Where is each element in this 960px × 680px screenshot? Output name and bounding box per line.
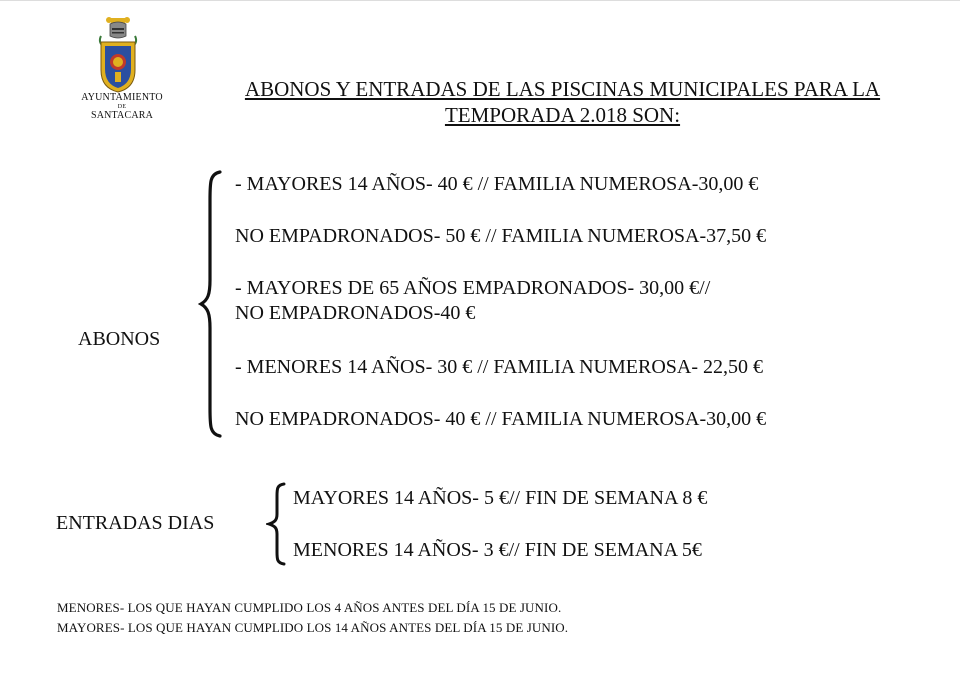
abono-item-2: NO EMPADRONADOS- 50 € // FAMILIA NUMEROSA-37,50 €: [235, 225, 767, 247]
note-menores: MENORES- LOS QUE HAYAN CUMPLIDO LOS 4 AÑOS ANTES DEL DÍA 15 DE JUNIO.: [57, 600, 562, 615]
page-title: [190, 76, 935, 128]
entrada-item-1: MAYORES 14 AÑOS- 5 €// FIN DE SEMANA 8 €: [293, 487, 708, 509]
top-border: [0, 0, 960, 1]
abonos-label: ABONOS: [78, 328, 161, 350]
title-line-2: TEMPORADA 2.018 SON:: [444, 103, 681, 127]
organization-name: [62, 92, 182, 122]
abono-item-3: - MAYORES DE 65 AÑOS EMPADRONADOS- 30,00 €//: [235, 277, 711, 299]
org-line-3: SANTACARA: [90, 110, 154, 122]
note-mayores: MAYORES- LOS QUE HAYAN CUMPLIDO LOS 14 AÑOS ANTES DEL DÍA 15 DE JUNIO.: [57, 620, 569, 635]
abono-item-4: - MENORES 14 AÑOS- 30 € // FAMILIA NUMEROSA- 22,50 €: [235, 356, 763, 378]
title-line-1: ABONOS Y ENTRADAS DE LAS PISCINAS MUNICIPALES PARA LA: [244, 77, 881, 101]
coat-of-arms-icon: [95, 16, 141, 94]
entradas-label: ENTRADAS DIAS: [56, 512, 215, 534]
abonos-brace: [198, 170, 224, 438]
org-line-1: AYUNTAMIENTO: [81, 92, 163, 103]
abono-item-3-cont: NO EMPADRONADOS-40 €: [235, 302, 476, 324]
entradas-brace: [266, 482, 288, 566]
entrada-item-2: MENORES 14 AÑOS- 3 €// FIN DE SEMANA 5€: [293, 539, 702, 561]
abono-item-5: NO EMPADRONADOS- 40 € // FAMILIA NUMEROSA-30,00 €: [235, 408, 767, 430]
abono-item-1: - MAYORES 14 AÑOS- 40 € // FAMILIA NUMEROSA-30,00 €: [235, 173, 759, 195]
org-line-2: DE: [117, 103, 127, 110]
